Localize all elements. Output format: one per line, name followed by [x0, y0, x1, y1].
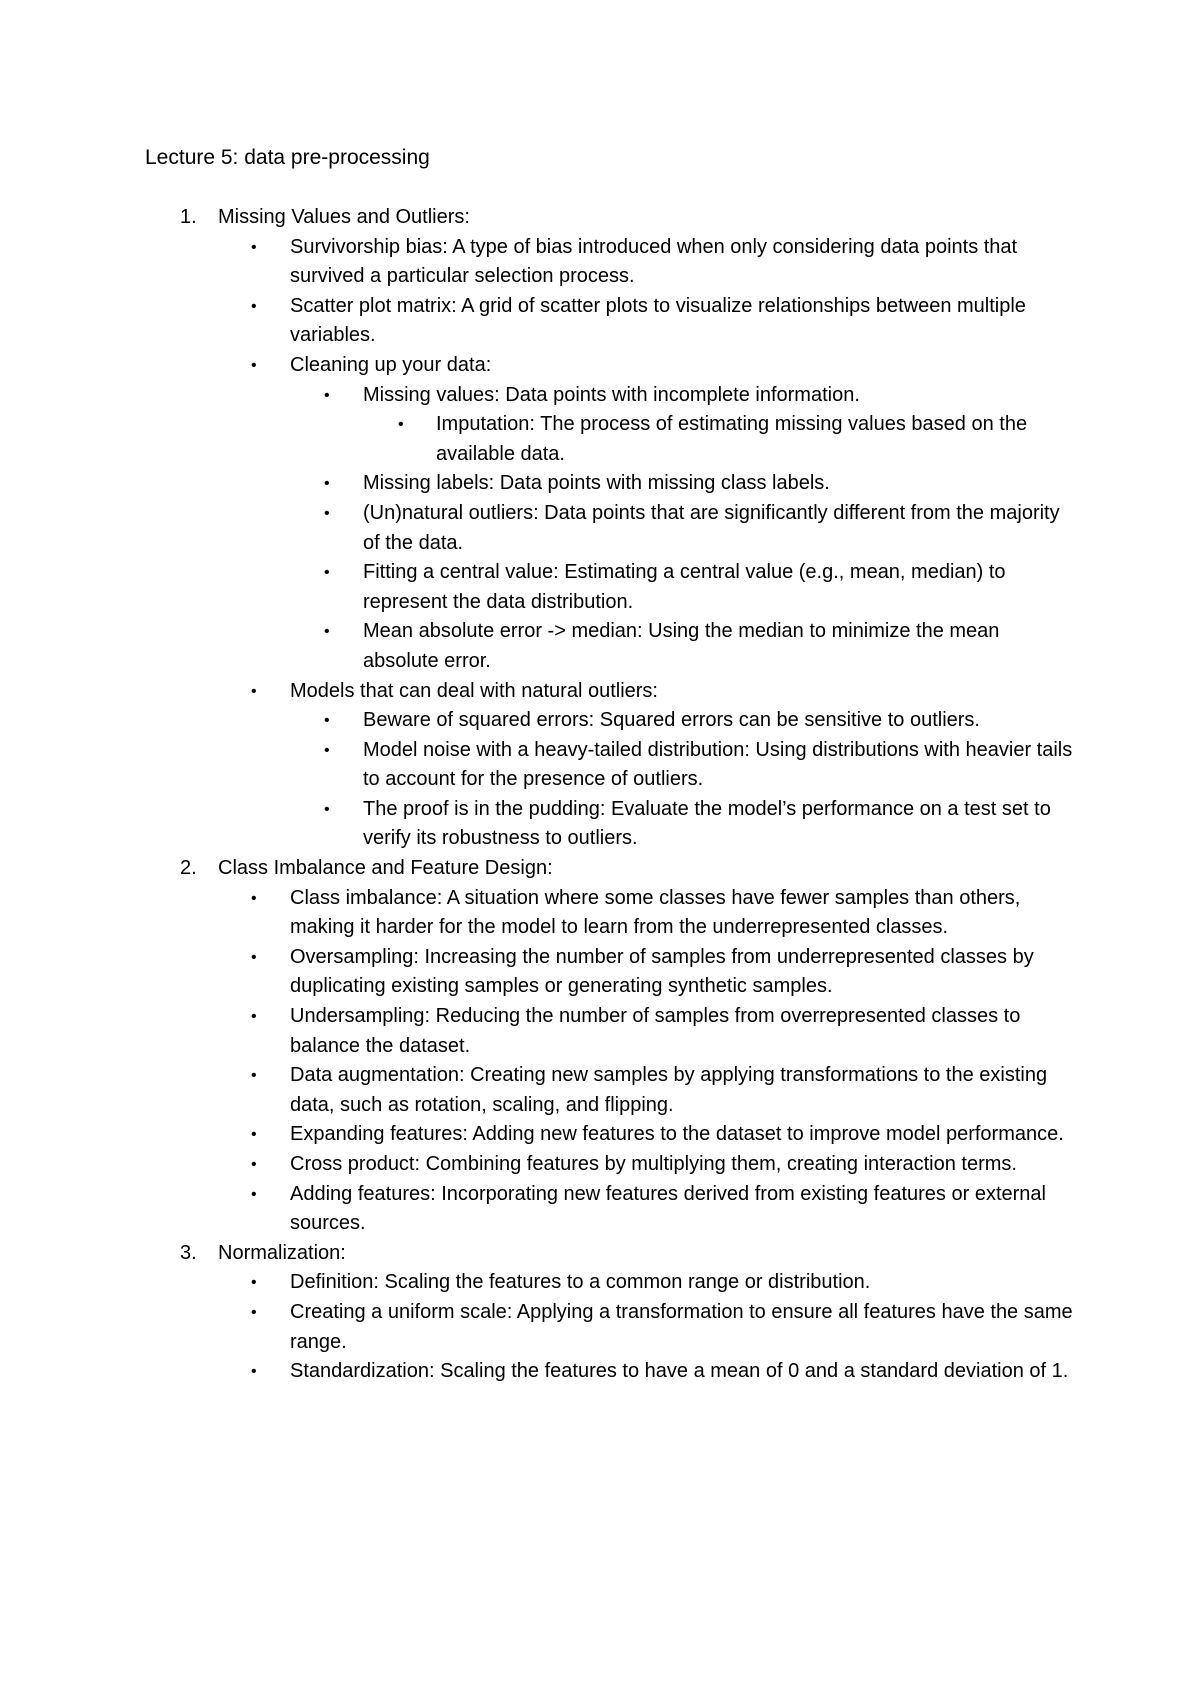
bullet-marker: •	[324, 712, 330, 730]
bullet-item	[0, 884, 1200, 943]
bullet-item	[0, 381, 1200, 470]
bullet-item-text: Model noise with a heavy-tailed distribution: Using distributions with heavier tails to account for the presence of outliers.	[363, 738, 1073, 791]
bullet-item	[0, 233, 1200, 292]
bullet-item-text: Oversampling: Increasing the number of samples from underrepresented classes by duplicating existing samples or generating synthetic samples.	[290, 945, 1034, 998]
bullet-item-text: Undersampling: Reducing the number of samples from overrepresented classes to balance the dataset.	[290, 1005, 1021, 1057]
bullet-item-text: Missing labels: Data points with missing class labels.	[363, 472, 830, 495]
bullet-item-text: The proof is in the pudding: Evaluate the model’s performance on a test set to verify its robustness to outliers.	[363, 797, 1051, 850]
bullet-marker: •	[251, 1067, 257, 1085]
bullet-list-level-1	[0, 233, 1200, 854]
bullet-item-text: (Un)natural outliers: Data points that are significantly different from the majority of the data.	[363, 501, 1060, 554]
bullet-marker: •	[324, 623, 330, 641]
bullet-marker: •	[251, 1363, 257, 1381]
section-number: 2.	[180, 857, 197, 880]
section-number: 3.	[180, 1241, 197, 1264]
bullet-item-text: Models that can deal with natural outliers:	[290, 679, 658, 702]
bullet-item	[0, 351, 1200, 677]
bullet-item-text: Survivorship bias: A type of bias introduced when only considering data points that survived a particular selection process.	[290, 235, 1018, 288]
bullet-item	[0, 1357, 1200, 1387]
bullet-item	[0, 292, 1200, 351]
bullet-item-text: Adding features: Incorporating new features derived from existing features or external sources.	[290, 1182, 1046, 1235]
bullet-item-text: Expanding features: Adding new features to the dataset to improve model performance.	[290, 1123, 1064, 1146]
bullet-list-level-1	[0, 1268, 1200, 1386]
bullet-item-text: Data augmentation: Creating new samples by applying transformations to the existing data, such as rotation, scaling, and flipping.	[290, 1064, 1048, 1116]
bullet-item-text: Cleaning up your data:	[290, 353, 492, 376]
bullet-item	[0, 736, 1200, 795]
bullet-item	[0, 558, 1200, 617]
bullet-list-level-2	[0, 381, 1200, 677]
bullet-item	[0, 1180, 1200, 1239]
section-heading-text: Missing Values and Outliers:	[218, 206, 470, 228]
bullet-item	[0, 677, 1200, 855]
bullet-item	[0, 617, 1200, 676]
bullet-list-level-3	[0, 410, 1200, 469]
lecture-outline	[0, 203, 1200, 1387]
bullet-item-text: Mean absolute error -> median: Using the median to minimize the mean absolute error.	[363, 620, 1000, 672]
bullet-item-text: Scatter plot matrix: A grid of scatter plots to visualize relationships between multiple variables.	[290, 294, 1026, 347]
bullet-marker: •	[251, 889, 257, 907]
bullet-list-level-1	[0, 884, 1200, 1239]
bullet-item	[0, 1061, 1200, 1120]
bullet-item	[0, 943, 1200, 1002]
section-heading	[0, 203, 1200, 854]
bullet-marker: •	[251, 1008, 257, 1026]
bullet-item-text: Creating a uniform scale: Applying a transformation to ensure all features have the same range.	[290, 1300, 1073, 1353]
bullet-marker: •	[324, 564, 330, 582]
bullet-marker: •	[324, 741, 330, 759]
bullet-marker: •	[324, 386, 330, 404]
section-heading	[0, 1239, 1200, 1387]
bullet-item-text: Imputation: The process of estimating missing values based on the available data.	[436, 413, 1028, 465]
bullet-item-text: Missing values: Data points with incomplete information.	[363, 383, 860, 406]
bullet-marker: •	[251, 356, 257, 374]
bullet-item	[0, 469, 1200, 499]
document-title: Lecture 5: data pre-processing	[145, 146, 430, 169]
bullet-marker: •	[251, 238, 257, 256]
section-number: 1.	[180, 206, 197, 228]
bullet-item	[0, 499, 1200, 558]
bullet-marker: •	[251, 1274, 257, 1292]
bullet-marker: •	[251, 1156, 257, 1173]
bullet-item-text: Class imbalance: A situation where some classes have fewer samples than others, making it harder for the model to learn from the underrepresented classes.	[290, 886, 1021, 939]
bullet-item-text: Cross product: Combining features by multiplying them, creating interaction terms.	[290, 1153, 1017, 1175]
bullet-marker: •	[324, 800, 330, 818]
bullet-list-level-2	[0, 706, 1200, 854]
bullet-item	[0, 795, 1200, 854]
bullet-marker: •	[251, 297, 257, 315]
bullet-item-text: Standardization: Scaling the features to have a mean of 0 and a standard deviation of 1.	[290, 1360, 1069, 1383]
bullet-item-text: Beware of squared errors: Squared errors can be sensitive to outliers.	[363, 709, 980, 732]
bullet-marker: •	[251, 1126, 257, 1144]
bullet-item	[0, 1150, 1200, 1180]
bullet-marker: •	[251, 948, 257, 966]
bullet-marker: •	[324, 504, 330, 522]
bullet-item-text: Definition: Scaling the features to a common range or distribution.	[290, 1271, 871, 1294]
bullet-item	[0, 1298, 1200, 1357]
section-heading-text: Normalization:	[218, 1241, 346, 1264]
bullet-item-text: Fitting a central value: Estimating a central value (e.g., mean, median) to represent the data distribution.	[363, 561, 1006, 613]
bullet-item	[0, 1120, 1200, 1150]
bullet-item	[0, 1268, 1200, 1298]
section-heading	[0, 854, 1200, 1239]
bullet-marker: •	[251, 682, 257, 700]
section-heading-text: Class Imbalance and Feature Design:	[218, 857, 553, 880]
bullet-marker: •	[398, 416, 404, 434]
bullet-marker: •	[251, 1185, 257, 1203]
bullet-marker: •	[251, 1303, 257, 1321]
bullet-marker: •	[324, 475, 330, 493]
bullet-item	[0, 410, 1200, 469]
bullet-item	[0, 706, 1200, 736]
bullet-item	[0, 1002, 1200, 1061]
